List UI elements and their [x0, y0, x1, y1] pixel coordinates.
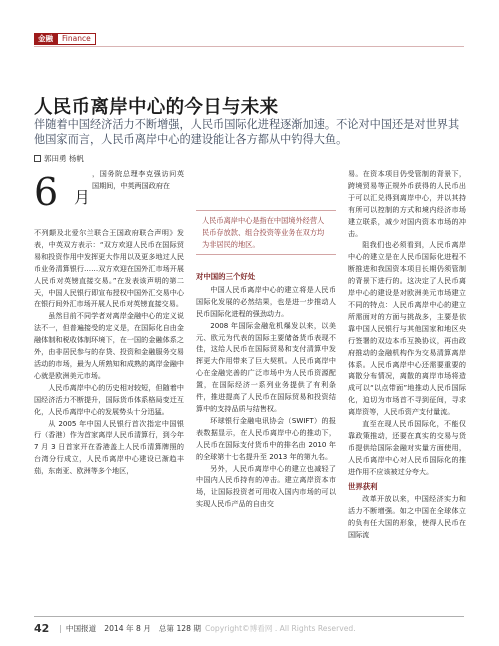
- section-heading: 对中国的三个好处: [196, 272, 256, 281]
- byline: [34, 153, 84, 164]
- drop-cap-text: ，国务院总理李克强访问英国期间，中英两国政府在: [92, 169, 184, 190]
- paragraph: 易。在资本项目仍受管制的背景下，跨境贸易等正规外币获得的人民币出于可以汇兑得到离岸中心，并以其持有所可以控制的方式和境内经济市场建立联系，减少对国内资本市场的冲击。: [348, 169, 466, 238]
- article-subtitle: 伴随着中国经济活力不断增强，人民币国际化进程逐渐加速。不论对中国还是对世界其他国家而言，人民币离岸中心的建设能让各方都从中钓得大鱼。: [34, 118, 460, 146]
- page-footer: [34, 622, 356, 635]
- paragraph: 人民币离岸中心的历史相对较短，但随着中国经济活力不断提升，国际货币体系格局变迁互化，人民币离岸中心的发展势头十分迅猛。: [34, 382, 184, 416]
- drop-cap-month: 月: [74, 188, 91, 207]
- page-number: 42: [34, 622, 50, 635]
- drop-cap: 6: [34, 170, 59, 214]
- paragraph: 2008 年国际金融危机爆发以来，以美元、欧元为代表的国际主要储备货币表现不佳，这给人民币在国际贸易和支付清算中发挥更大作用带来了巨大契机。人民币离岸中心在金融完善的广泛市场中为人民币资源配置，在国际经济一系列业务提供了有利条件，推进提高了人民币在国际贸易和投资结算中的支持品质与结售权。: [196, 320, 336, 413]
- issue-number: 总第 128 期: [158, 624, 201, 633]
- paragraph: 虽然目前不同学者对离岸金融中心的定义说法不一，但普遍接受的定义是，在国际化自由金融体制和税收体制环境下，在一国的金融体系之外，由非居民参与的存贷、投资和金融服务交易活动的市场，最为人所熟知和成熟的离岸金融中心就是欧洲美元市场。: [34, 311, 184, 380]
- authors: 郭田勇 杨帆: [44, 154, 84, 163]
- paragraph: 阻我们也必须看到，人民币离岸中心的建立是在人民币国际化进程不断推进和我国资本项目长期仍须管制的背景下进行的。这决定了人民币离岸中心的建设是对欧洲美元市场建立不同的特点：人民币离岸中心的建立所需面对的方面与挑战多，主要是依靠中国人民银行与其他国家和地区央行签署的双边本币互换协议，再由政府推动的金融机构作为交易清算离岸体系。人民币离岸中心还需要重要的离散分布情况，离散的离岸市场将造成可以“以点带面”地推动人民币国际化，迫切为市场首不寻到征间，寻求离岸资等，人民币资产支付量流。: [348, 240, 466, 417]
- paragraph: 不列颠及北爱尔兰联合王国政府联合声明》发表，中英双方表示：“双方欢迎人民币在国际贸易和投资作用中发挥更大作用以及更多地过人民币业务清算银行……双方欢迎在国外汇市场开展人民币对英镑直接交易。”在发表该声明的第二天，中国人民银行即宣布授权中国外汇交易中心在银行间外汇市场开展人民币对英镑直接交易。: [34, 228, 184, 309]
- column-3: [348, 168, 466, 541]
- paragraph: 中国人民币离岸中心的建立将是人民币国际化发展的必然结果，也是进一步推动人民币国际化进程的强劲动力。: [196, 284, 336, 318]
- paragraph: 环球银行金融电讯协会（SWIFT）的报表数据显示，在人民币离岸中心的推动下，人民币在国际支付货币中的排名由 2010 年的全球第十七名提升至 2013 年的第九名。: [196, 415, 336, 461]
- paragraph: 另外，人民币离岸中心的建立也减轻了中国内人民币持有的冲击。建立离岸资本市场，让国际投资者可用收入国内市场的可以实现人民币产品的自由交: [196, 463, 336, 509]
- paragraph: 从 2005 年中国人民银行首次指定中国银行（香港）作为首家离岸人民币清算行，到今年 7 月 3 日首家开在香港盖上人民币清算牌照的台湾分行成立，人民币离岸中心建设已渐趋丰茄，东南亚、欧洲等多个地区，: [34, 418, 184, 476]
- column-2: [196, 268, 336, 510]
- section-tag: [34, 33, 96, 45]
- paragraph: 直至在现人民币国际化，不能仅靠政策推动，还要在真实的交易与货币提供给国际金融对实量方面使用，人民币离岸中心对人民币国际化的推进作用不应该被过分夸大。: [348, 419, 466, 476]
- section-heading: 世界获利: [348, 481, 378, 491]
- header-divider: [34, 46, 464, 47]
- article-title: 人民币离岸中心的今日与未来: [34, 97, 279, 118]
- footer-divider: [34, 616, 464, 617]
- column-1: [34, 168, 184, 477]
- issue-date: 2014 年 8 月: [104, 624, 151, 633]
- section-label-en: Finance: [57, 33, 96, 45]
- pull-quote: 人民币离岸中心是指在中国境外经营人民币存放款、组合投资等业务在双方均为非居民的地区。: [196, 210, 336, 255]
- copyright-watermark: Copyright©博看网 . All Rights Reserved.: [204, 624, 356, 633]
- section-label-cn: 金融: [34, 33, 57, 45]
- byline-marker-icon: [34, 155, 41, 162]
- magazine-name: 中国报道: [65, 624, 97, 633]
- paragraph: 改革开放以来，中国经济实力和活力不断增强。如之中国在全球体立的负有任大国的形象，使得人民币在国际流: [348, 494, 466, 540]
- drop-cap-block: [34, 168, 184, 227]
- footer-separator: |: [59, 624, 62, 633]
